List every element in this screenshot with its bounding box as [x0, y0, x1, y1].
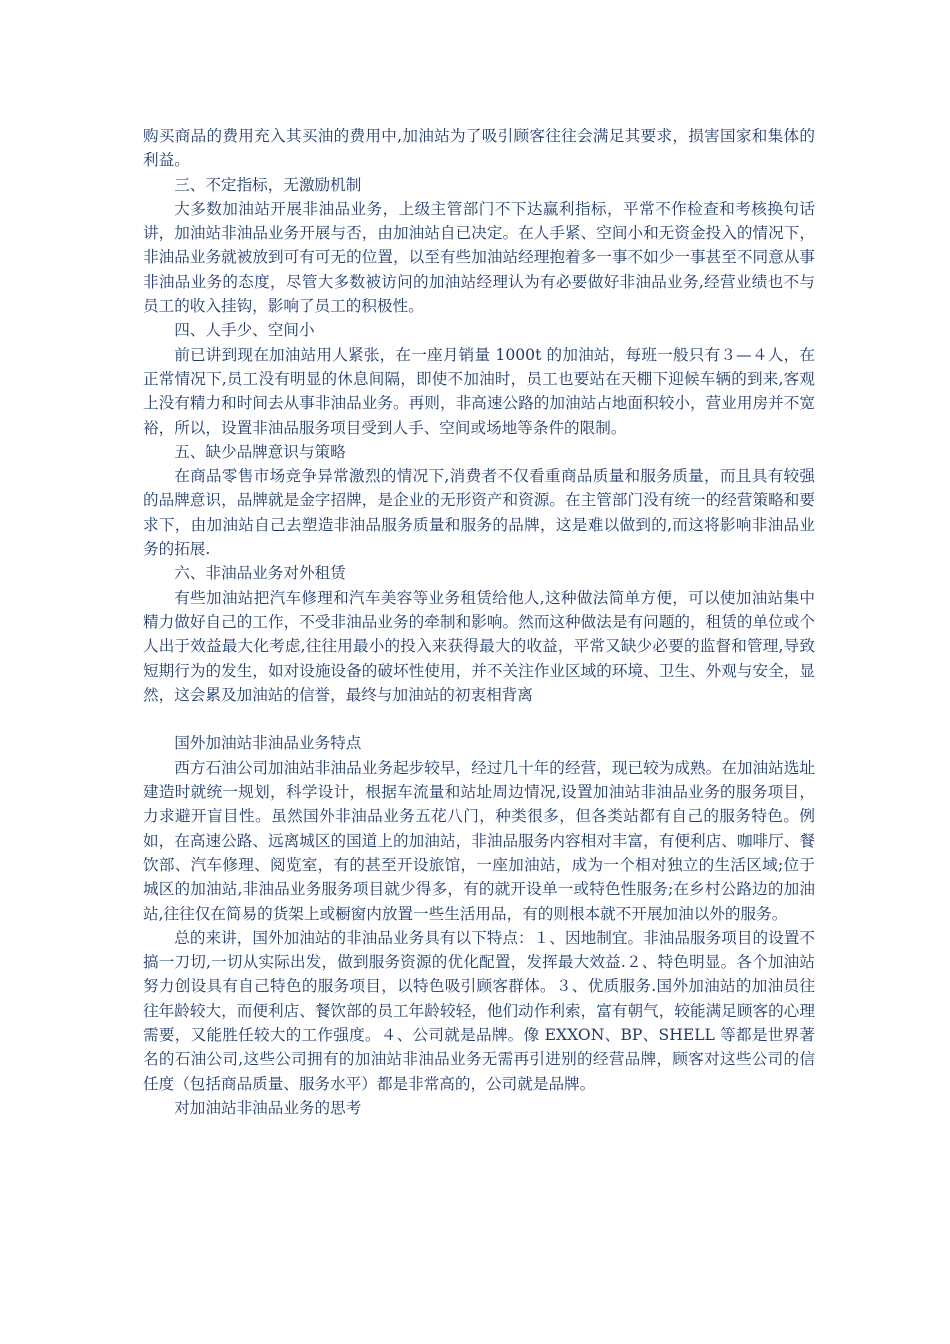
section-heading: 四、人手少、空间小	[174, 321, 315, 340]
section-heading: 六、非油品业务对外租赁	[174, 564, 346, 583]
body-paragraph: 大多数加油站开展非油品业务，上级主管部门不下达赢利指标，平常不作检查和考核换句话讲，加油站非油品业务开展与否，由加油站自已决定。在人手紧、空间小和无资金投入的情况下，非油品业务就被放到可有可无的位置，以至有些加油站经理抱着多一事不如少一事甚至不同意从事非油品业务的态度，尽管大多数被访问的加油站经理认为有必要做好非油品业务,经营业绩也不与员工的收入挂钩，影响了员工的积极性。	[143, 199, 815, 316]
body-paragraph: 前已讲到现在加油站用人紧张，在一座月销量 1000t 的加油站，每班一般只有３—４人，在正常情况下,员工没有明显的休息间隔，即使不加油时，员工也要站在天棚下迎候车辆的到来,客观上没有精力和时间去从事非油品业务。再则，非高速公路的加油站占地面积较小，营业用房并不宽裕，所以，设置非油品服务项目受到人手、空间或场地等条件的限制。	[143, 345, 815, 437]
body-paragraph: 西方石油公司加油站非油品业务起步较早，经过几十年的经营，现已较为成熟。在加油站选址建造时就统一规划，科学设计，根据车流量和站址周边情况,设置加油站非油品业务的服务项目，力求避开盲目性。虽然国外非油品业务五花八门，种类很多，但各类站都有自己的服务特色。例如，在高速公路、远离城区的国道上的加油站，非油品服务内容相对丰富，有便利店、咖啡厅、餐饮部、汽车修理、阅览室，有的甚至开设旅馆，一座加油站，成为一个相对独立的生活区域;位于城区的加油站,非油品业务服务项目就少得多，有的就开设单一或特色性服务;在乡村公路边的加油站,往往仅在简易的货架上或橱窗内放置一些生活用品，有的则根本就不开展加油以外的服务。	[143, 758, 815, 923]
section-heading: 五、缺少品牌意识与策略	[174, 442, 346, 461]
body-paragraph: 在商品零售市场竞争异常激烈的情况下,消费者不仅看重商品质量和服务质量，而且具有较强的品牌意识，品牌就是金字招牌，是企业的无形资产和资源。在主管部门没有统一的经营策略和要求下，由加油站自己去塑造非油品服务质量和服务的品牌，这是难以做到的,而这将影响非油品业务的拓展.	[143, 467, 815, 559]
section-heading: 国外加油站非油品业务特点	[174, 734, 362, 753]
document-body	[143, 124, 815, 1120]
body-paragraph: 总的来讲，国外加油站的非油品业务具有以下特点：１、因地制宜。非油品服务项目的设置不搞一刀切,一切从实际出发，做到服务资源的优化配置，发挥最大效益.２、特色明显。各个加油站努力创设具有自己特色的服务项目，以特色吸引顾客群体。３、优质服务.国外加油站的加油员往往年龄较大，而便利店、餐饮部的员工年龄较轻，他们动作利索，富有朝气，较能满足顾客的心理需要，又能胜任较大的工作强度。４、公司就是品牌。像 EXXON、BP、SHELL 等都是世界著名的石油公司,这些公司拥有的加油站非油品业务无需再引进别的经营品牌，顾客对这些公司的信任度（包括商品质量、服务水平）都是非常高的，公司就是品牌。	[143, 928, 815, 1093]
section-heading: 对加油站非油品业务的思考	[174, 1098, 362, 1117]
body-paragraph: 有些加油站把汽车修理和汽车美容等业务租赁给他人,这种做法简单方便，可以使加油站集中精力做好自己的工作，不受非油品业务的牵制和影响。然而这种做法是有问题的，租赁的单位或个人出于效益最大化考虑,往往用最小的投入来获得最大的收益，平常又缺少必要的监督和管理,导致短期行为的发生，如对设施设备的破坏性使用，并不关注作业区域的环境、卫生、外观与安全，显然，这会累及加油站的信誉，最终与加油站的初衷相背离	[143, 588, 815, 704]
section-heading: 三、不定指标，无激励机制	[174, 175, 362, 194]
body-paragraph: 购买商品的费用充入其买油的费用中,加油站为了吸引顾客往往会满足其要求，损害国家和集体的利益。	[143, 127, 815, 170]
blank-line	[143, 707, 815, 731]
